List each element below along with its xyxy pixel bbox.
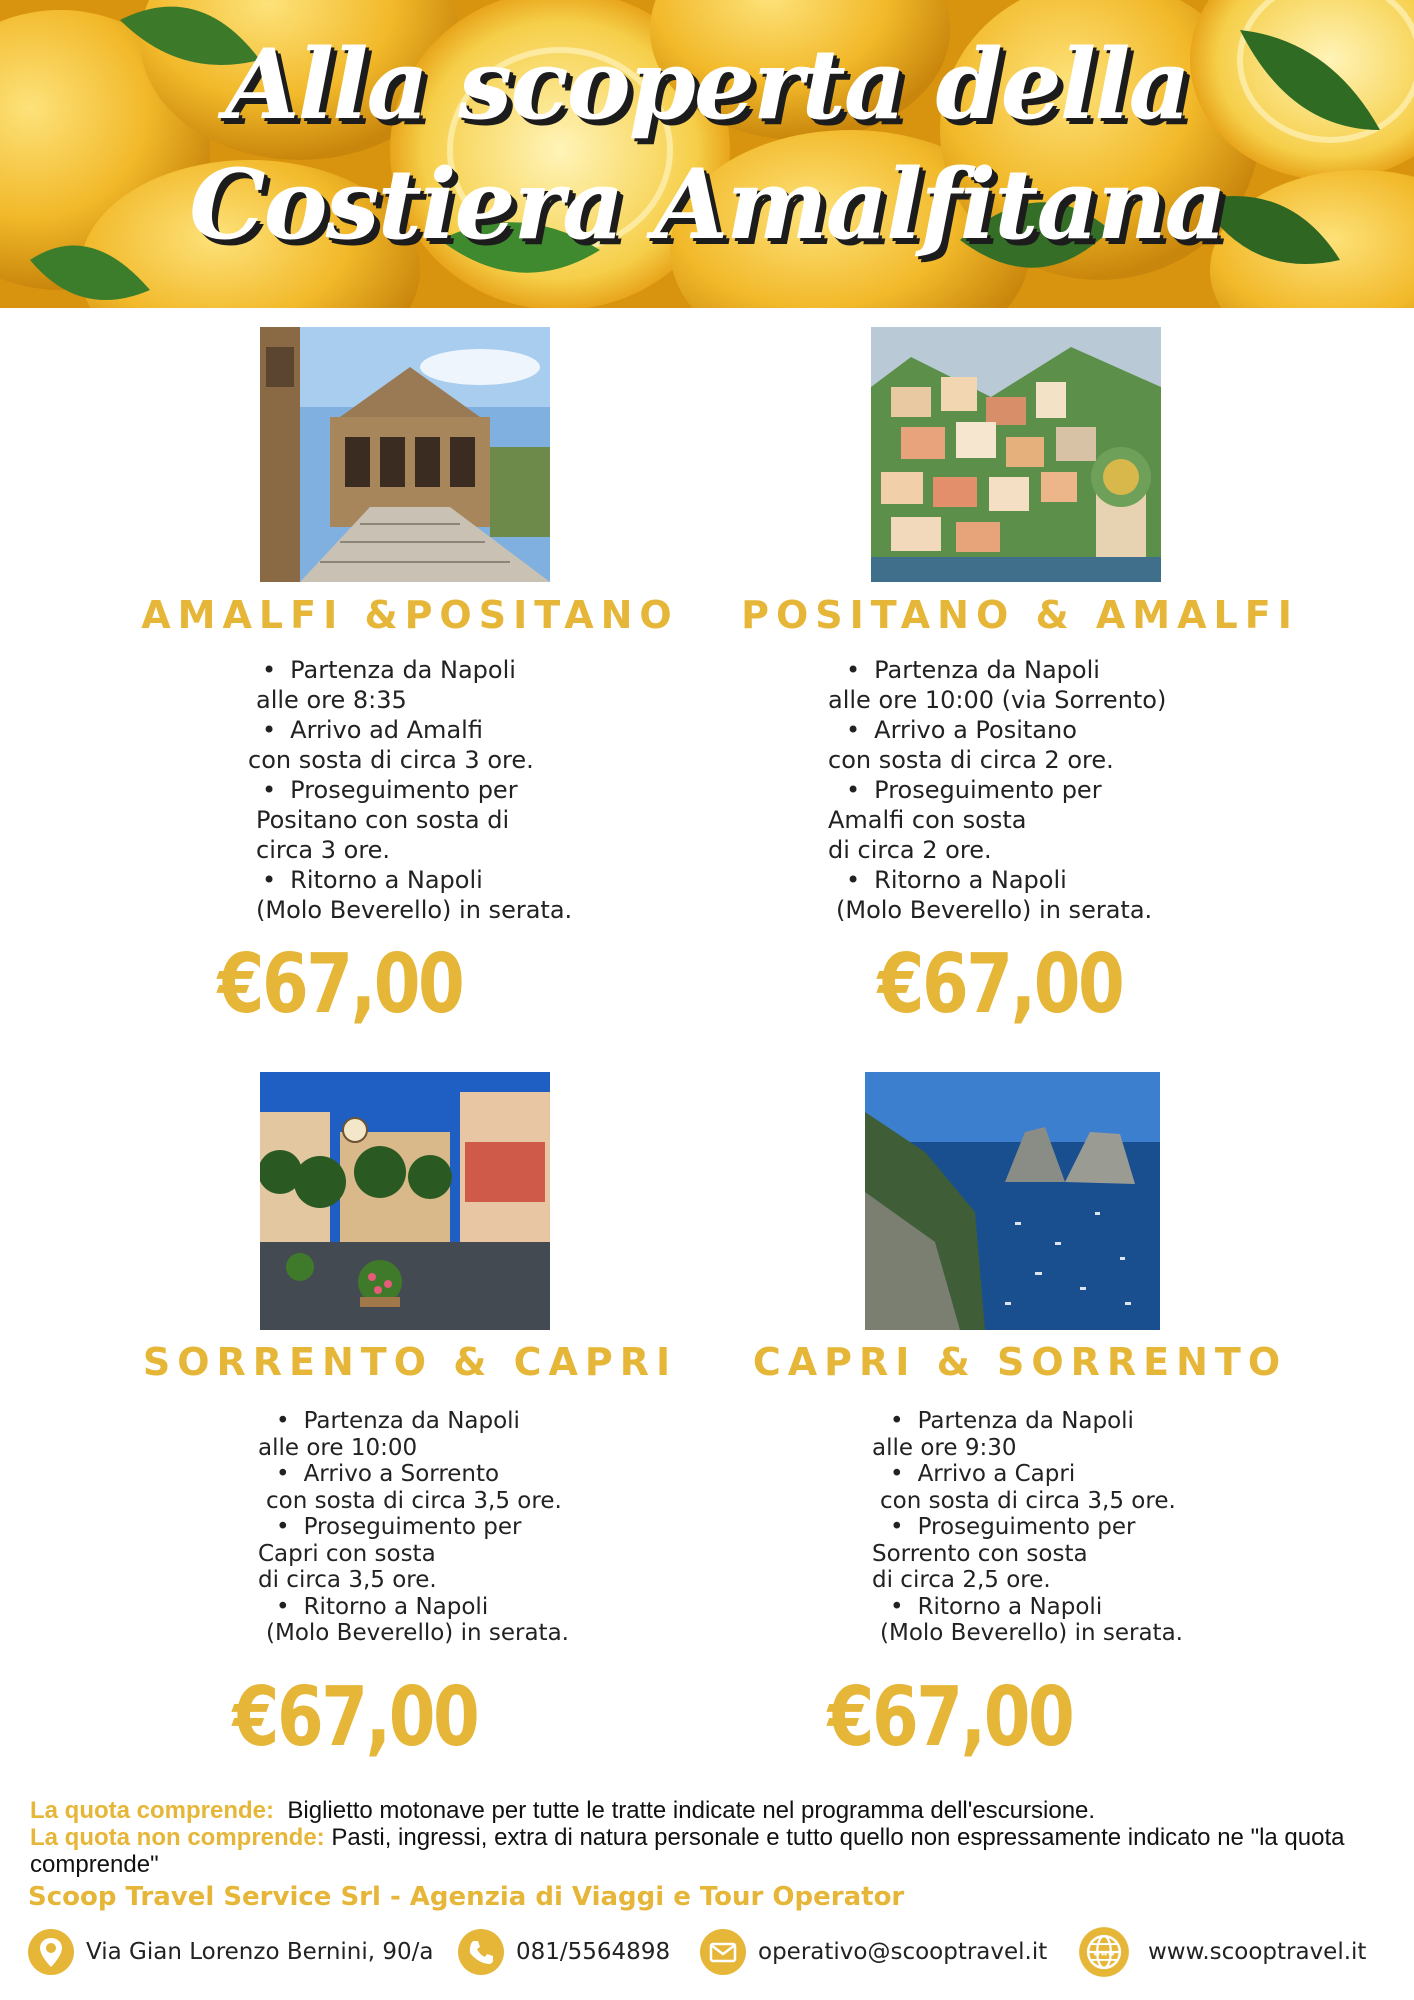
- includes-label: La quota comprende:: [30, 1797, 275, 1824]
- cathedral-photo: [260, 327, 550, 582]
- tour-card-capri-sorrento: [690, 1070, 1350, 1790]
- list-item: • Arrivo a Capri con sosta di circa 3,5 ore.: [872, 1461, 1183, 1514]
- tour-price: €67,00: [827, 1670, 1073, 1765]
- list-item: • Partenza da Napoli alle ore 10:00: [258, 1408, 569, 1461]
- tour-name: SORRENTO & CAPRI: [142, 1340, 678, 1384]
- website-text[interactable]: www.scooptravel.it: [1148, 1939, 1367, 1965]
- list-item: • Proseguimento per Capri con sosta di circa 3,5 ore.: [258, 1514, 569, 1594]
- tour-name: AMALFI &POSITANO: [141, 593, 679, 637]
- address-text: Via Gian Lorenzo Bernini, 90/a: [86, 1939, 434, 1965]
- phone-item[interactable]: [458, 1928, 670, 1976]
- list-item: • Arrivo ad Amalfi con sosta di circa 3 ore.: [256, 715, 572, 775]
- email-item[interactable]: [700, 1928, 1047, 1976]
- list-item: • Ritorno a Napoli (Molo Beverello) in serata.: [256, 865, 572, 925]
- itinerary-list: [248, 655, 573, 925]
- svg-text:www: www: [1093, 1948, 1115, 1958]
- list-item: • Proseguimento per Amalfi con sosta di circa 2 ore.: [828, 775, 1166, 865]
- header-banner: [0, 0, 1414, 308]
- tour-name: POSITANO & AMALFI: [741, 593, 1299, 637]
- list-item: • Proseguimento per Sorrento con sosta di circa 2,5 ore.: [872, 1514, 1183, 1594]
- itinerary-list: [828, 655, 1166, 925]
- location-pin-icon: [28, 1929, 74, 1975]
- tour-card-sorrento-capri: [80, 1070, 740, 1790]
- email-text[interactable]: operativo@scooptravel.it: [758, 1939, 1048, 1965]
- list-item: • Ritorno a Napoli (Molo Beverello) in serata.: [872, 1594, 1183, 1647]
- list-item: • Proseguimento per Positano con sosta di circa 3 ore.: [256, 775, 572, 865]
- tour-price: €67,00: [232, 1670, 478, 1765]
- town-square-photo: [260, 1072, 550, 1330]
- mail-icon: [700, 1929, 746, 1975]
- website-item[interactable]: [1078, 1928, 1366, 1976]
- list-item: • Ritorno a Napoli (Molo Beverello) in serata.: [258, 1594, 569, 1647]
- tour-price: €67,00: [217, 937, 463, 1032]
- page-title-line2: Costiera Amalfitana: [189, 148, 1225, 261]
- list-item: • Ritorno a Napoli (Molo Beverello) in serata.: [828, 865, 1166, 925]
- list-item: • Arrivo a Positano con sosta di circa 2 ore.: [828, 715, 1166, 775]
- excludes-note: [30, 1824, 1400, 1878]
- address-item: [28, 1928, 433, 1976]
- company-name: Scoop Travel Service Srl - Agenzia di Viaggi e Tour Operator: [28, 1882, 905, 1912]
- includes-text: Biglietto motonave per tutte le tratte indicate nel programma dell'escursione.: [287, 1797, 1096, 1824]
- tour-card-amalfi-positano: [80, 325, 740, 1045]
- excludes-label: La quota non comprende:: [30, 1824, 325, 1851]
- includes-note: [30, 1797, 1400, 1824]
- tour-card-positano-amalfi: [690, 325, 1350, 1045]
- sea-stacks-photo: [865, 1072, 1160, 1330]
- list-item: • Partenza da Napoli alle ore 9:30: [872, 1408, 1183, 1461]
- itinerary-list: [258, 1408, 569, 1647]
- excludes-text: Pasti, ingressi, extra di natura personale e tutto quello non espressamente indicato ne "la quota comprende": [30, 1824, 1345, 1878]
- list-item: • Partenza da Napoli alle ore 8:35: [256, 655, 572, 715]
- page-title-line1: Alla scoperta della: [225, 28, 1189, 141]
- phone-icon: [458, 1929, 504, 1975]
- tour-name: CAPRI & SORRENTO: [752, 1340, 1288, 1384]
- coastal-village-photo: [871, 327, 1161, 582]
- list-item: • Partenza da Napoli alle ore 10:00 (via Sorrento): [828, 655, 1166, 715]
- globe-icon: [1078, 1926, 1130, 1978]
- itinerary-list: [872, 1408, 1183, 1647]
- phone-text[interactable]: 081/5564898: [516, 1939, 671, 1965]
- list-item: • Arrivo a Sorrento con sosta di circa 3,5 ore.: [258, 1461, 569, 1514]
- tour-price: €67,00: [877, 937, 1123, 1032]
